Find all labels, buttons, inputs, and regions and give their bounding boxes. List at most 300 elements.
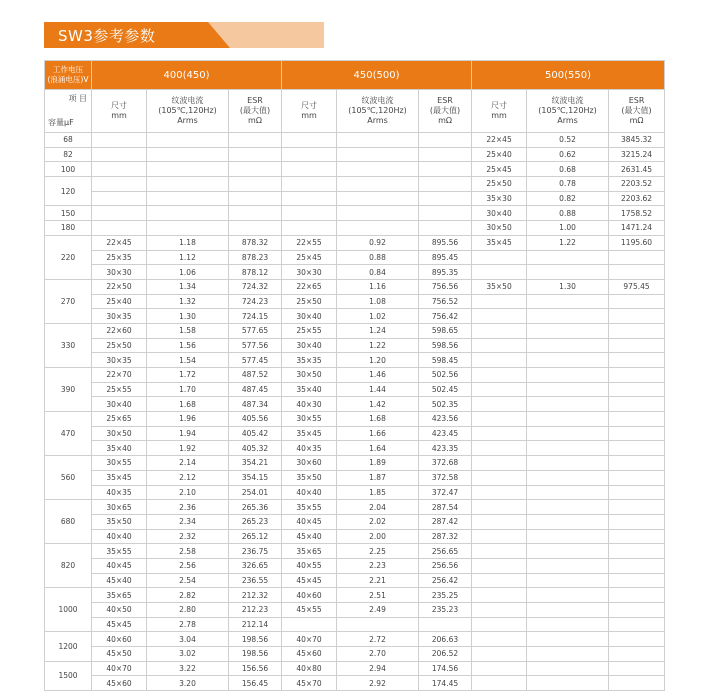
size-cell xyxy=(472,397,527,412)
size-cell: 40×55 xyxy=(282,558,337,573)
spec-table-body xyxy=(45,133,665,691)
table-row xyxy=(45,323,665,338)
ripple-cell: 2.23 xyxy=(337,558,419,573)
ripple-cell xyxy=(527,676,609,691)
size-cell: 25×50 xyxy=(472,177,527,192)
esr-cell xyxy=(609,573,665,588)
esr-cell: 198.56 xyxy=(229,647,282,662)
esr-cell xyxy=(609,426,665,441)
size-cell xyxy=(472,573,527,588)
size-cell: 40×70 xyxy=(282,632,337,647)
size-cell xyxy=(472,617,527,632)
ripple-cell xyxy=(527,661,609,676)
table-row xyxy=(45,177,665,192)
size-cell: 25×40 xyxy=(472,147,527,162)
capacity-cell: 1000 xyxy=(45,588,92,632)
ripple-cell: 1.68 xyxy=(337,412,419,427)
table-row xyxy=(45,676,665,691)
esr-cell: 206.63 xyxy=(419,632,472,647)
ripple-cell xyxy=(147,221,229,236)
ripple-cell xyxy=(527,382,609,397)
size-cell: 30×55 xyxy=(92,456,147,471)
ripple-cell: 1.54 xyxy=(147,353,229,368)
esr-cell xyxy=(419,191,472,206)
esr-cell xyxy=(609,514,665,529)
esr-header: ESR (最大值) mΩ xyxy=(609,90,665,133)
esr-cell: 372.58 xyxy=(419,470,472,485)
size-cell: 25×55 xyxy=(92,382,147,397)
size-cell: 35×65 xyxy=(92,588,147,603)
size-cell: 35×45 xyxy=(472,235,527,250)
table-row xyxy=(45,514,665,529)
table-row xyxy=(45,250,665,265)
esr-cell xyxy=(609,529,665,544)
size-cell: 45×60 xyxy=(282,647,337,662)
size-cell: 40×60 xyxy=(282,588,337,603)
esr-cell: 256.42 xyxy=(419,573,472,588)
ripple-cell: 1.89 xyxy=(337,456,419,471)
ripple-cell: 2.49 xyxy=(337,603,419,618)
ripple-cell: 1.44 xyxy=(337,382,419,397)
size-cell xyxy=(472,368,527,383)
ripple-cell: 1.94 xyxy=(147,426,229,441)
esr-cell: 895.45 xyxy=(419,250,472,265)
table-row xyxy=(45,441,665,456)
size-cell: 45×55 xyxy=(282,603,337,618)
esr-cell: 724.23 xyxy=(229,294,282,309)
ripple-cell: 3.04 xyxy=(147,632,229,647)
size-cell xyxy=(92,133,147,148)
esr-cell: 487.34 xyxy=(229,397,282,412)
size-cell xyxy=(472,500,527,515)
table-row xyxy=(45,397,665,412)
esr-cell xyxy=(609,617,665,632)
ripple-cell xyxy=(527,426,609,441)
table-row xyxy=(45,529,665,544)
ripple-cell: 1.06 xyxy=(147,265,229,280)
ripple-header: 纹波电流 (105℃,120Hz) Arms xyxy=(337,90,419,133)
table-row xyxy=(45,133,665,148)
capacity-cell: 270 xyxy=(45,279,92,323)
table-row xyxy=(45,500,665,515)
esr-cell: 577.45 xyxy=(229,353,282,368)
size-cell: 25×55 xyxy=(282,323,337,338)
size-cell: 45×45 xyxy=(92,617,147,632)
esr-cell xyxy=(419,177,472,192)
size-cell: 25×50 xyxy=(282,294,337,309)
size-cell xyxy=(282,191,337,206)
ripple-cell xyxy=(147,133,229,148)
esr-cell: 265.36 xyxy=(229,500,282,515)
capacity-cell: 180 xyxy=(45,221,92,236)
esr-cell: 756.52 xyxy=(419,294,472,309)
size-cell: 22×60 xyxy=(92,323,147,338)
size-cell: 35×50 xyxy=(282,470,337,485)
table-row xyxy=(45,265,665,280)
size-cell xyxy=(472,250,527,265)
size-cell: 30×55 xyxy=(282,412,337,427)
ripple-cell: 1.24 xyxy=(337,323,419,338)
ripple-cell xyxy=(147,162,229,177)
ripple-cell xyxy=(147,206,229,221)
size-cell: 40×60 xyxy=(92,632,147,647)
ripple-cell: 1.32 xyxy=(147,294,229,309)
esr-cell: 354.21 xyxy=(229,456,282,471)
esr-cell xyxy=(609,397,665,412)
capacity-cell: 68 xyxy=(45,133,92,148)
size-cell xyxy=(472,676,527,691)
esr-cell xyxy=(419,133,472,148)
table-row xyxy=(45,338,665,353)
voltage-500: 500(550) xyxy=(472,61,665,90)
esr-cell: 287.32 xyxy=(419,529,472,544)
esr-cell: 287.42 xyxy=(419,514,472,529)
ripple-cell: 0.88 xyxy=(337,250,419,265)
esr-cell: 212.32 xyxy=(229,588,282,603)
ripple-cell xyxy=(527,632,609,647)
ripple-cell: 2.51 xyxy=(337,588,419,603)
capacity-cell: 100 xyxy=(45,162,92,177)
size-cell: 40×70 xyxy=(92,661,147,676)
esr-cell: 598.65 xyxy=(419,323,472,338)
ripple-cell xyxy=(527,323,609,338)
ripple-cell: 1.68 xyxy=(147,397,229,412)
ripple-cell: 2.04 xyxy=(337,500,419,515)
ripple-cell: 1.46 xyxy=(337,368,419,383)
esr-cell xyxy=(609,661,665,676)
size-cell: 40×40 xyxy=(92,529,147,544)
esr-cell: 256.56 xyxy=(419,558,472,573)
column-header-row xyxy=(45,90,665,133)
esr-cell xyxy=(229,162,282,177)
ripple-cell xyxy=(147,177,229,192)
esr-cell: 326.65 xyxy=(229,558,282,573)
esr-cell xyxy=(419,221,472,236)
size-cell xyxy=(92,191,147,206)
ripple-cell xyxy=(527,412,609,427)
ripple-cell xyxy=(147,191,229,206)
esr-header: ESR (最大值) mΩ xyxy=(229,90,282,133)
esr-cell xyxy=(609,294,665,309)
ripple-cell: 1.66 xyxy=(337,426,419,441)
esr-cell xyxy=(229,133,282,148)
esr-cell xyxy=(609,412,665,427)
size-cell: 25×45 xyxy=(282,250,337,265)
ripple-cell xyxy=(337,162,419,177)
size-cell: 35×45 xyxy=(282,426,337,441)
esr-cell xyxy=(609,544,665,559)
capacity-cell: 1500 xyxy=(45,661,92,690)
ripple-cell xyxy=(527,514,609,529)
ripple-cell: 2.78 xyxy=(147,617,229,632)
size-cell: 30×35 xyxy=(92,353,147,368)
esr-cell: 236.55 xyxy=(229,573,282,588)
esr-cell xyxy=(609,603,665,618)
ripple-cell: 2.54 xyxy=(147,573,229,588)
esr-cell xyxy=(609,368,665,383)
esr-cell: 3845.32 xyxy=(609,133,665,148)
size-cell: 45×70 xyxy=(282,676,337,691)
esr-cell: 878.23 xyxy=(229,250,282,265)
esr-cell: 2203.52 xyxy=(609,177,665,192)
size-cell: 45×45 xyxy=(282,573,337,588)
size-cell: 30×40 xyxy=(282,338,337,353)
esr-cell xyxy=(419,162,472,177)
esr-cell: 423.45 xyxy=(419,426,472,441)
esr-cell xyxy=(609,353,665,368)
esr-cell: 405.42 xyxy=(229,426,282,441)
size-cell: 30×40 xyxy=(92,397,147,412)
ripple-cell: 1.34 xyxy=(147,279,229,294)
ripple-cell xyxy=(337,191,419,206)
size-cell: 22×45 xyxy=(472,133,527,148)
size-cell xyxy=(92,177,147,192)
esr-cell xyxy=(609,250,665,265)
table-row xyxy=(45,603,665,618)
voltage-400: 400(450) xyxy=(92,61,282,90)
esr-cell: 354.15 xyxy=(229,470,282,485)
esr-cell: 235.23 xyxy=(419,603,472,618)
esr-cell xyxy=(229,206,282,221)
size-cell xyxy=(472,338,527,353)
capacity-cell: 680 xyxy=(45,500,92,544)
size-cell: 45×50 xyxy=(92,647,147,662)
ripple-cell: 0.82 xyxy=(527,191,609,206)
esr-cell xyxy=(609,265,665,280)
size-cell xyxy=(92,162,147,177)
table-row xyxy=(45,617,665,632)
ripple-cell xyxy=(147,147,229,162)
size-cell xyxy=(472,265,527,280)
section-banner xyxy=(44,22,324,48)
esr-cell: 3215.24 xyxy=(609,147,665,162)
table-row xyxy=(45,162,665,177)
ripple-cell: 1.58 xyxy=(147,323,229,338)
size-cell: 40×45 xyxy=(282,514,337,529)
ripple-cell: 2.12 xyxy=(147,470,229,485)
esr-cell: 265.23 xyxy=(229,514,282,529)
esr-cell: 756.42 xyxy=(419,309,472,324)
table-row xyxy=(45,382,665,397)
ripple-cell: 2.92 xyxy=(337,676,419,691)
ripple-cell xyxy=(527,573,609,588)
size-cell xyxy=(472,529,527,544)
size-cell: 30×65 xyxy=(92,500,147,515)
voltage-450: 450(500) xyxy=(282,61,472,90)
esr-cell xyxy=(229,177,282,192)
esr-cell xyxy=(609,323,665,338)
ripple-cell: 3.02 xyxy=(147,647,229,662)
ripple-cell: 1.30 xyxy=(527,279,609,294)
esr-cell: 577.56 xyxy=(229,338,282,353)
ripple-cell xyxy=(527,500,609,515)
size-cell xyxy=(472,558,527,573)
esr-cell: 174.45 xyxy=(419,676,472,691)
esr-cell: 1471.24 xyxy=(609,221,665,236)
size-cell: 22×70 xyxy=(92,368,147,383)
size-header: 尺寸 mm xyxy=(92,90,147,133)
size-cell: 40×30 xyxy=(282,397,337,412)
size-header: 尺寸 mm xyxy=(282,90,337,133)
size-cell: 40×40 xyxy=(282,485,337,500)
esr-cell xyxy=(419,206,472,221)
esr-cell xyxy=(229,147,282,162)
size-cell: 22×65 xyxy=(282,279,337,294)
ripple-cell: 1.70 xyxy=(147,382,229,397)
size-cell xyxy=(282,177,337,192)
table-row xyxy=(45,279,665,294)
ripple-cell: 1.22 xyxy=(527,235,609,250)
ripple-cell xyxy=(527,368,609,383)
capacity-cell: 82 xyxy=(45,147,92,162)
capacity-cell: 150 xyxy=(45,206,92,221)
table-row xyxy=(45,485,665,500)
size-cell xyxy=(282,617,337,632)
size-cell: 30×30 xyxy=(282,265,337,280)
size-cell: 35×35 xyxy=(282,353,337,368)
esr-cell: 198.56 xyxy=(229,632,282,647)
spec-table xyxy=(44,60,665,691)
esr-cell: 265.12 xyxy=(229,529,282,544)
size-cell xyxy=(472,294,527,309)
esr-cell xyxy=(609,588,665,603)
size-cell xyxy=(472,353,527,368)
ripple-cell: 1.42 xyxy=(337,397,419,412)
ripple-cell xyxy=(527,603,609,618)
table-row xyxy=(45,456,665,471)
ripple-cell xyxy=(527,441,609,456)
size-cell xyxy=(472,661,527,676)
ripple-cell: 1.12 xyxy=(147,250,229,265)
capacity-label: 容量μF xyxy=(48,118,74,127)
ripple-cell: 1.20 xyxy=(337,353,419,368)
size-cell xyxy=(472,514,527,529)
ripple-cell: 1.16 xyxy=(337,279,419,294)
size-cell: 40×80 xyxy=(282,661,337,676)
ripple-cell: 2.56 xyxy=(147,558,229,573)
ripple-cell xyxy=(337,617,419,632)
esr-cell: 235.25 xyxy=(419,588,472,603)
ripple-cell: 2.58 xyxy=(147,544,229,559)
voltage-corner-label: 工作电压 (浪涌电压)V xyxy=(45,61,92,90)
size-cell xyxy=(472,412,527,427)
esr-cell xyxy=(609,558,665,573)
table-row xyxy=(45,353,665,368)
esr-cell: 502.45 xyxy=(419,382,472,397)
ripple-cell: 3.20 xyxy=(147,676,229,691)
size-cell xyxy=(472,588,527,603)
size-cell: 30×30 xyxy=(92,265,147,280)
esr-cell xyxy=(609,456,665,471)
table-row xyxy=(45,235,665,250)
size-cell: 25×50 xyxy=(92,338,147,353)
ripple-cell: 1.08 xyxy=(337,294,419,309)
ripple-cell: 0.88 xyxy=(527,206,609,221)
esr-cell xyxy=(419,617,472,632)
esr-cell: 423.35 xyxy=(419,441,472,456)
esr-cell xyxy=(609,309,665,324)
ripple-cell xyxy=(337,133,419,148)
ripple-cell: 2.00 xyxy=(337,529,419,544)
capacity-cell: 560 xyxy=(45,456,92,500)
size-cell: 30×60 xyxy=(282,456,337,471)
ripple-cell xyxy=(527,265,609,280)
size-cell: 45×40 xyxy=(92,573,147,588)
size-cell: 45×60 xyxy=(92,676,147,691)
esr-cell xyxy=(419,147,472,162)
ripple-cell xyxy=(527,544,609,559)
ripple-cell: 0.68 xyxy=(527,162,609,177)
esr-cell: 502.35 xyxy=(419,397,472,412)
table-row xyxy=(45,573,665,588)
size-cell: 25×40 xyxy=(92,294,147,309)
esr-cell xyxy=(229,191,282,206)
size-cell: 30×50 xyxy=(472,221,527,236)
size-cell xyxy=(472,470,527,485)
esr-cell: 2631.45 xyxy=(609,162,665,177)
esr-cell: 756.56 xyxy=(419,279,472,294)
esr-cell: 212.23 xyxy=(229,603,282,618)
ripple-cell: 2.80 xyxy=(147,603,229,618)
esr-cell: 724.32 xyxy=(229,279,282,294)
esr-cell: 878.32 xyxy=(229,235,282,250)
ripple-cell xyxy=(527,588,609,603)
table-row xyxy=(45,206,665,221)
size-cell: 40×35 xyxy=(92,485,147,500)
ripple-cell: 1.22 xyxy=(337,338,419,353)
ripple-cell: 1.00 xyxy=(527,221,609,236)
table-row xyxy=(45,309,665,324)
esr-cell: 206.52 xyxy=(419,647,472,662)
ripple-cell xyxy=(527,294,609,309)
esr-cell: 156.56 xyxy=(229,661,282,676)
capacity-cell: 1200 xyxy=(45,632,92,661)
table-row xyxy=(45,647,665,662)
esr-cell: 878.12 xyxy=(229,265,282,280)
capacity-cell: 820 xyxy=(45,544,92,588)
size-cell xyxy=(92,206,147,221)
ripple-cell: 2.70 xyxy=(337,647,419,662)
esr-cell: 1195.60 xyxy=(609,235,665,250)
ripple-cell xyxy=(527,485,609,500)
esr-cell xyxy=(609,382,665,397)
size-cell: 30×50 xyxy=(282,368,337,383)
esr-cell xyxy=(229,221,282,236)
esr-cell: 212.14 xyxy=(229,617,282,632)
table-row xyxy=(45,191,665,206)
esr-cell: 405.56 xyxy=(229,412,282,427)
size-cell: 30×40 xyxy=(472,206,527,221)
esr-cell: 2203.62 xyxy=(609,191,665,206)
ripple-cell: 1.72 xyxy=(147,368,229,383)
esr-cell: 256.65 xyxy=(419,544,472,559)
size-cell xyxy=(282,206,337,221)
ripple-cell xyxy=(337,177,419,192)
size-cell: 25×35 xyxy=(92,250,147,265)
table-row xyxy=(45,661,665,676)
size-cell xyxy=(472,309,527,324)
size-cell xyxy=(472,441,527,456)
esr-cell: 174.56 xyxy=(419,661,472,676)
ripple-cell: 2.94 xyxy=(337,661,419,676)
ripple-cell: 1.96 xyxy=(147,412,229,427)
esr-cell xyxy=(609,470,665,485)
table-row xyxy=(45,470,665,485)
ripple-cell xyxy=(527,250,609,265)
esr-cell: 895.35 xyxy=(419,265,472,280)
esr-cell xyxy=(609,338,665,353)
capacity-cell: 220 xyxy=(45,235,92,279)
